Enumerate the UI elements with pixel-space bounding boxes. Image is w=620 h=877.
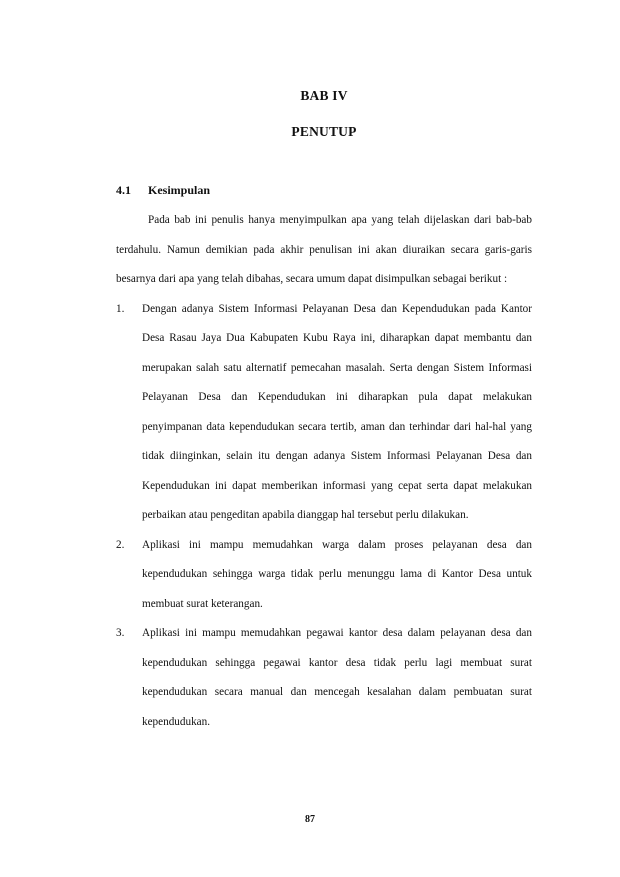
list-item-marker: 3. [116, 627, 125, 639]
list-item-text: Dengan adanya Sistem Informasi Pelayanan Desa dan Kependudukan pada Kantor Desa Rasau Jaya Dua Kabupaten Kubu Raya ini, diharapkan dapat membantu dan merupakan salah satu alternatif pemecahan masalah. Serta dengan Sistem Informasi Pelayanan Desa dan Kependudukan ini diharapkan pula dapat melakukan penyimpanan data kependudukan secara tertib, aman dan terhindar dari hal-hal yang tidak diinginkan, selain itu dengan adanya Sistem Informasi Pelayanan Desa dan Kependudukan ini dapat memberikan informasi yang cepat serta dapat melakukan perbaikan atau pengeditan apabila dianggap hal tersebut perlu dilakukan. [142, 302, 532, 521]
list-item-text: Aplikasi ini mampu memudahkan pegawai kantor desa dalam pelayanan desa dan kependudukan sehingga pegawai kantor desa tidak perlu lagi membuat surat kependudukan secara manual dan mencegah kesalahan dalam pembuatan surat kependudukan. [142, 627, 532, 728]
section-number: 4.1 [116, 183, 131, 197]
list-item [116, 295, 532, 531]
chapter-number: BAB IV [300, 88, 348, 103]
list-item-marker: 1. [116, 302, 125, 315]
page-number: 87 [305, 814, 315, 825]
list-item [116, 619, 532, 737]
conclusion-list [116, 295, 532, 738]
list-item-text: Aplikasi ini mampu memudahkan warga dalam proses pelayanan desa dan kependudukan sehingga warga tidak perlu menunggu lama di Kantor Desa untuk membuat surat keterangan. [142, 538, 532, 610]
list-item [116, 531, 532, 620]
list-item-marker: 2. [116, 538, 125, 551]
intro-paragraph: Pada bab ini penulis hanya menyimpulkan apa yang telah dijelaskan dari bab-bab terdahulu. Namun demikian pada akhir penulisan ini akan diuraikan secara garis-garis besarnya dari apa yang telah dibahas, secara umum dapat disimpulkan sebagai berikut : [116, 214, 532, 285]
section-heading [116, 183, 210, 198]
body-text [116, 206, 532, 737]
chapter-title: PENUTUP [291, 124, 357, 139]
section-title: Kesimpulan [148, 183, 211, 197]
